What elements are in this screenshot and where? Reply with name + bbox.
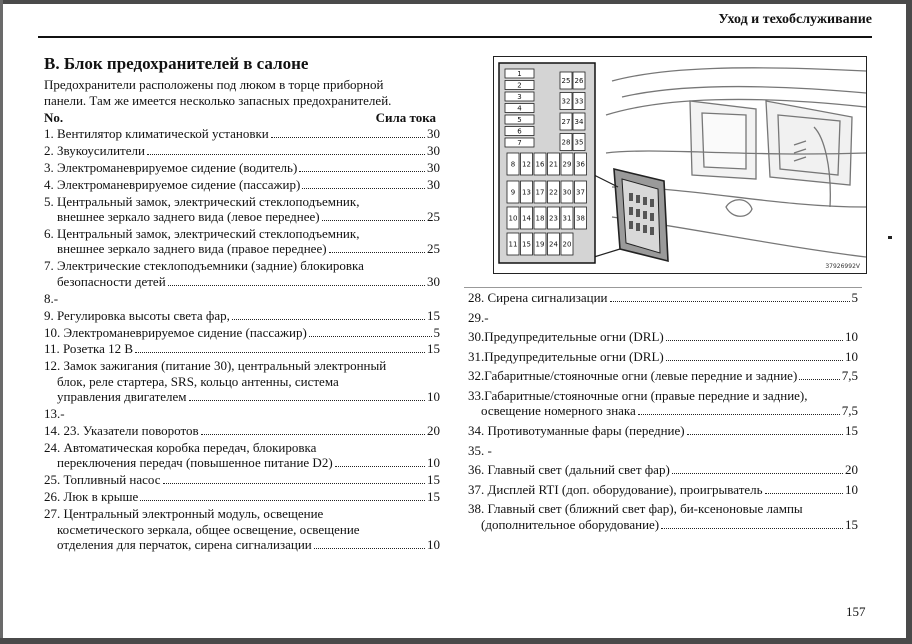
fuse-entry: [468, 462, 858, 478]
dot-leader: [309, 336, 432, 337]
fuse-slot-label: 12: [522, 160, 531, 169]
fuse-slot-label: 31: [562, 214, 572, 223]
dot-leader: [299, 171, 425, 172]
fuse-amperage: 30: [427, 142, 440, 158]
fuse-entry: [468, 482, 858, 498]
scan-frame-top: [0, 0, 912, 4]
fuse-description: (дополнительное оборудование): [481, 516, 660, 532]
dot-leader: [189, 400, 425, 401]
dot-leader: [335, 466, 425, 467]
dot-leader: [638, 414, 840, 415]
fuse-description: 13.-: [44, 406, 65, 422]
fuse-description: 5. Центральный замок, электрический стеклоподъемник,: [44, 193, 360, 209]
fuse-description: 10. Электроманеврируемое сидение (пассажир): [44, 324, 307, 340]
fuse-description: 26. Люк в крыше: [44, 489, 139, 505]
fuse-amperage: 20: [427, 423, 440, 439]
fuse-description: 33.Габаритные/стояночные огни (правые передние и задние),: [468, 387, 808, 403]
fuse-slot-label: 20: [562, 240, 572, 249]
fuse-amperage: 7,5: [841, 368, 858, 384]
fuse-amperage: 5: [851, 290, 858, 305]
fuse-description: 27. Центральный электронный модуль, освещение: [44, 506, 324, 522]
fuse-description: 37. Дисплей RTI (доп. оборудование), проигрыватель: [468, 481, 763, 497]
dot-leader: [135, 352, 425, 353]
fuse-description: освещение номерного знака: [481, 403, 636, 419]
header-rule: [38, 36, 872, 38]
fuse-entry: [468, 368, 858, 384]
fuse-entry: [468, 388, 858, 419]
dot-leader: [140, 500, 425, 501]
fuse-description: 25. Топливный насос: [44, 472, 161, 488]
fuse-description: 1. Вентилятор климатической установки: [44, 126, 269, 141]
fuse-entry: [468, 349, 858, 365]
fuse-description: 28. Сирена сигнализации: [468, 290, 608, 305]
fuse-slot-label: 10: [508, 214, 518, 223]
dot-leader: [232, 319, 425, 320]
fuse-entry: [44, 160, 440, 176]
fuse-description: 14. 23. Указатели поворотов: [44, 423, 199, 439]
dot-leader: [666, 360, 843, 361]
fuse-description: 34. Противотуманные фары (передние): [468, 423, 685, 439]
fuse-slot-label: 19: [535, 240, 545, 249]
dot-leader: [314, 548, 425, 549]
fuse-description: блок, реле стартера, SRS, кольцо антенны, система: [57, 373, 339, 389]
fuse-box-illustration: [493, 56, 867, 274]
fuse-amperage: 7,5: [841, 403, 858, 419]
fuse-entry: [468, 290, 858, 306]
fuse-list-right: [468, 290, 858, 532]
fuse-amperage: 10: [845, 481, 858, 497]
intro-line: Предохранители расположены под люком в торце приборной: [44, 77, 384, 92]
fuse-entry: [44, 258, 440, 289]
fuse-slot-label: 22: [549, 188, 558, 197]
fuse-slot-label: 28: [561, 138, 571, 147]
dot-leader: [322, 220, 425, 221]
fuse-entry: [468, 501, 858, 532]
dot-leader: [765, 493, 843, 494]
fuse-entry: [44, 489, 440, 505]
fuse-entry: [44, 440, 440, 471]
dot-leader: [168, 285, 425, 286]
fuse-amperage: 10: [427, 389, 440, 405]
fuse-slot-label: 17: [535, 188, 545, 197]
scan-mark: [888, 236, 892, 239]
fuse-entry: [468, 443, 858, 459]
fuse-slot-label: 29: [562, 160, 572, 169]
fuse-amperage: 15: [845, 516, 858, 532]
fuse-description: внешнее зеркало заднего вида (левое переднее): [57, 209, 320, 225]
fuse-entry: [468, 310, 858, 326]
header-amperage: Сила тока: [375, 110, 436, 125]
right-column: [468, 290, 858, 537]
fuse-description: 35. -: [468, 442, 492, 458]
fuse-description: внешнее зеркало заднего вида (правое переднее): [57, 241, 327, 257]
dot-leader: [271, 137, 425, 138]
fuse-amperage: 25: [427, 209, 440, 225]
fuse-slot-label: 33: [574, 97, 584, 106]
fuse-amperage: 30: [427, 176, 440, 192]
fuse-slot-label: 5: [517, 116, 522, 125]
fuse-slot-label: 13: [522, 188, 531, 197]
left-column: [44, 54, 440, 554]
scan-frame-bottom: [0, 638, 912, 644]
fuse-slot-label: 15: [522, 240, 531, 249]
fuse-description: 9. Регулировка высоты света фар,: [44, 307, 230, 323]
fuse-entry: [44, 325, 440, 341]
table-header: [44, 110, 440, 126]
fuse-amperage: 15: [427, 472, 440, 488]
fuse-slot-label: 36: [576, 160, 585, 169]
fuse-entry: [44, 143, 440, 159]
fuse-amperage: 30: [427, 159, 440, 175]
fuse-description: 12. Замок зажигания (питание 30), центральный электронный: [44, 358, 387, 374]
fuse-slot-label: 27: [561, 118, 571, 127]
fuse-slot-label: 30: [562, 188, 572, 197]
dot-leader: [329, 252, 425, 253]
intro-text: [44, 77, 440, 109]
fuse-description: 31.Предупредительные огни (DRL): [468, 348, 664, 364]
figure-code: 37926992V: [825, 263, 860, 270]
fuse-entry: [44, 177, 440, 193]
fuse-description: 29.-: [468, 309, 489, 325]
fuse-amperage: 15: [427, 307, 440, 323]
fuse-amperage: 30: [427, 273, 440, 289]
fuse-hatch: [614, 169, 668, 261]
fuse-description: 32.Габаритные/стояночные огни (левые передние и задние): [468, 368, 798, 384]
fuse-description: 30.Предупредительные огни (DRL): [468, 329, 664, 345]
fuse-description: 36. Главный свет (дальний свет фар): [468, 462, 670, 478]
fuse-description: 8.-: [44, 290, 59, 306]
fuse-slot-label: 1: [517, 70, 522, 79]
column-rule: [464, 287, 862, 288]
fuse-slot-label: 23: [549, 214, 558, 223]
header-number: No.: [44, 110, 64, 125]
fuse-amperage: 25: [427, 241, 440, 257]
fuse-entry: [44, 226, 440, 257]
fuse-amperage: 30: [427, 126, 440, 141]
fuse-description: 7. Электрические стеклоподъемники (задние) блокировка: [44, 258, 364, 274]
fuse-description: отделения для перчаток, сирена сигнализации: [57, 537, 312, 553]
section-title: B. Блок предохранителей в салоне: [44, 54, 309, 73]
dot-leader: [666, 340, 843, 341]
fuse-amperage: 15: [427, 489, 440, 505]
fuse-box-diagram: [494, 57, 866, 273]
fuse-slot-label: 26: [574, 77, 584, 86]
dot-leader: [799, 379, 839, 380]
fuse-description: 24. Автоматическая коробка передач, блокировка: [44, 439, 317, 455]
fuse-description: 2. Звукоусилители: [44, 142, 145, 158]
fuse-slot-label: 14: [522, 214, 531, 223]
fuse-slot-label: 21: [549, 160, 558, 169]
fuse-description: управления двигателем: [57, 389, 187, 405]
dot-leader: [147, 154, 425, 155]
fuse-entry: [44, 308, 440, 324]
fuse-slot-label: 2: [517, 81, 522, 90]
fuse-list-left: [44, 126, 440, 553]
fuse-slot-label: 38: [576, 214, 585, 223]
fuse-description: 4. Электроманеврируемое сидение (пассажир): [44, 176, 301, 192]
fuse-amperage: 10: [845, 348, 858, 364]
fuse-slot-label: 32: [561, 97, 571, 106]
fuse-slot-label: 11: [508, 240, 518, 249]
fuse-amperage: 20: [845, 462, 858, 478]
fuse-slot-label: 37: [576, 188, 585, 197]
fuse-description: 3. Электроманеврируемое сидение (водитель): [44, 159, 298, 175]
fuse-description: 38. Главный свет (ближний свет фар), би-ксеноновые лампы: [468, 501, 803, 517]
fuse-amperage: 5: [433, 324, 440, 340]
scan-frame-left: [0, 0, 3, 644]
scan-frame-right: [906, 0, 912, 644]
dot-leader: [672, 473, 843, 474]
fuse-description: косметического зеркала, общее освещение, освещение: [57, 521, 360, 537]
fuse-entry: [44, 358, 440, 405]
fuse-description: безопасности детей: [57, 273, 166, 289]
fuse-slot-label: 16: [535, 160, 545, 169]
fuse-entry: [44, 472, 440, 488]
fuse-slot-label: 3: [517, 93, 522, 102]
fuse-slot-label: 4: [517, 104, 522, 113]
fuse-entry: [44, 291, 440, 307]
dot-leader: [661, 528, 843, 529]
fuse-slot-label: 18: [535, 214, 545, 223]
fuse-slot-label: 8: [510, 160, 516, 169]
dot-leader: [201, 434, 425, 435]
fuse-amperage: 15: [845, 423, 858, 439]
fuse-entry: [44, 194, 440, 225]
fuse-description: 11. Розетка 12 В: [44, 341, 134, 357]
fuse-slot-label: 7: [517, 139, 522, 148]
fuse-slot-label: 6: [517, 127, 522, 136]
fuse-slot-label: 24: [549, 240, 558, 249]
fuse-description: 6. Центральный замок, электрический стеклоподъемник,: [44, 225, 360, 241]
dot-leader: [302, 188, 425, 189]
leader-line: [594, 249, 620, 257]
fuse-slot-label: 25: [561, 77, 571, 86]
fuse-slot-label: 35: [574, 138, 584, 147]
fuse-entry: [44, 406, 440, 422]
fuse-entry: [44, 506, 440, 553]
dot-leader: [610, 301, 850, 302]
fuse-entry: [44, 423, 440, 439]
dot-leader: [687, 434, 843, 435]
intro-line: панели. Там же имеется несколько запасных предохранителей.: [44, 93, 392, 108]
fuse-entry: [468, 423, 858, 439]
fuse-amperage: 15: [427, 341, 440, 357]
fuse-amperage: 10: [427, 537, 440, 553]
dot-leader: [163, 483, 426, 484]
page-number: 157: [846, 604, 866, 619]
fuse-entry: [468, 329, 858, 345]
fuse-description: переключения передач (повышенное питание D2): [57, 455, 333, 471]
running-header: Уход и техобслуживание: [718, 12, 872, 27]
fuse-entry: [44, 341, 440, 357]
fuse-amperage: 10: [845, 329, 858, 345]
fuse-amperage: 10: [427, 455, 440, 471]
fuse-slot-label: 9: [510, 188, 516, 197]
fuse-entry: [44, 126, 440, 142]
fuse-slot-label: 34: [574, 118, 584, 127]
